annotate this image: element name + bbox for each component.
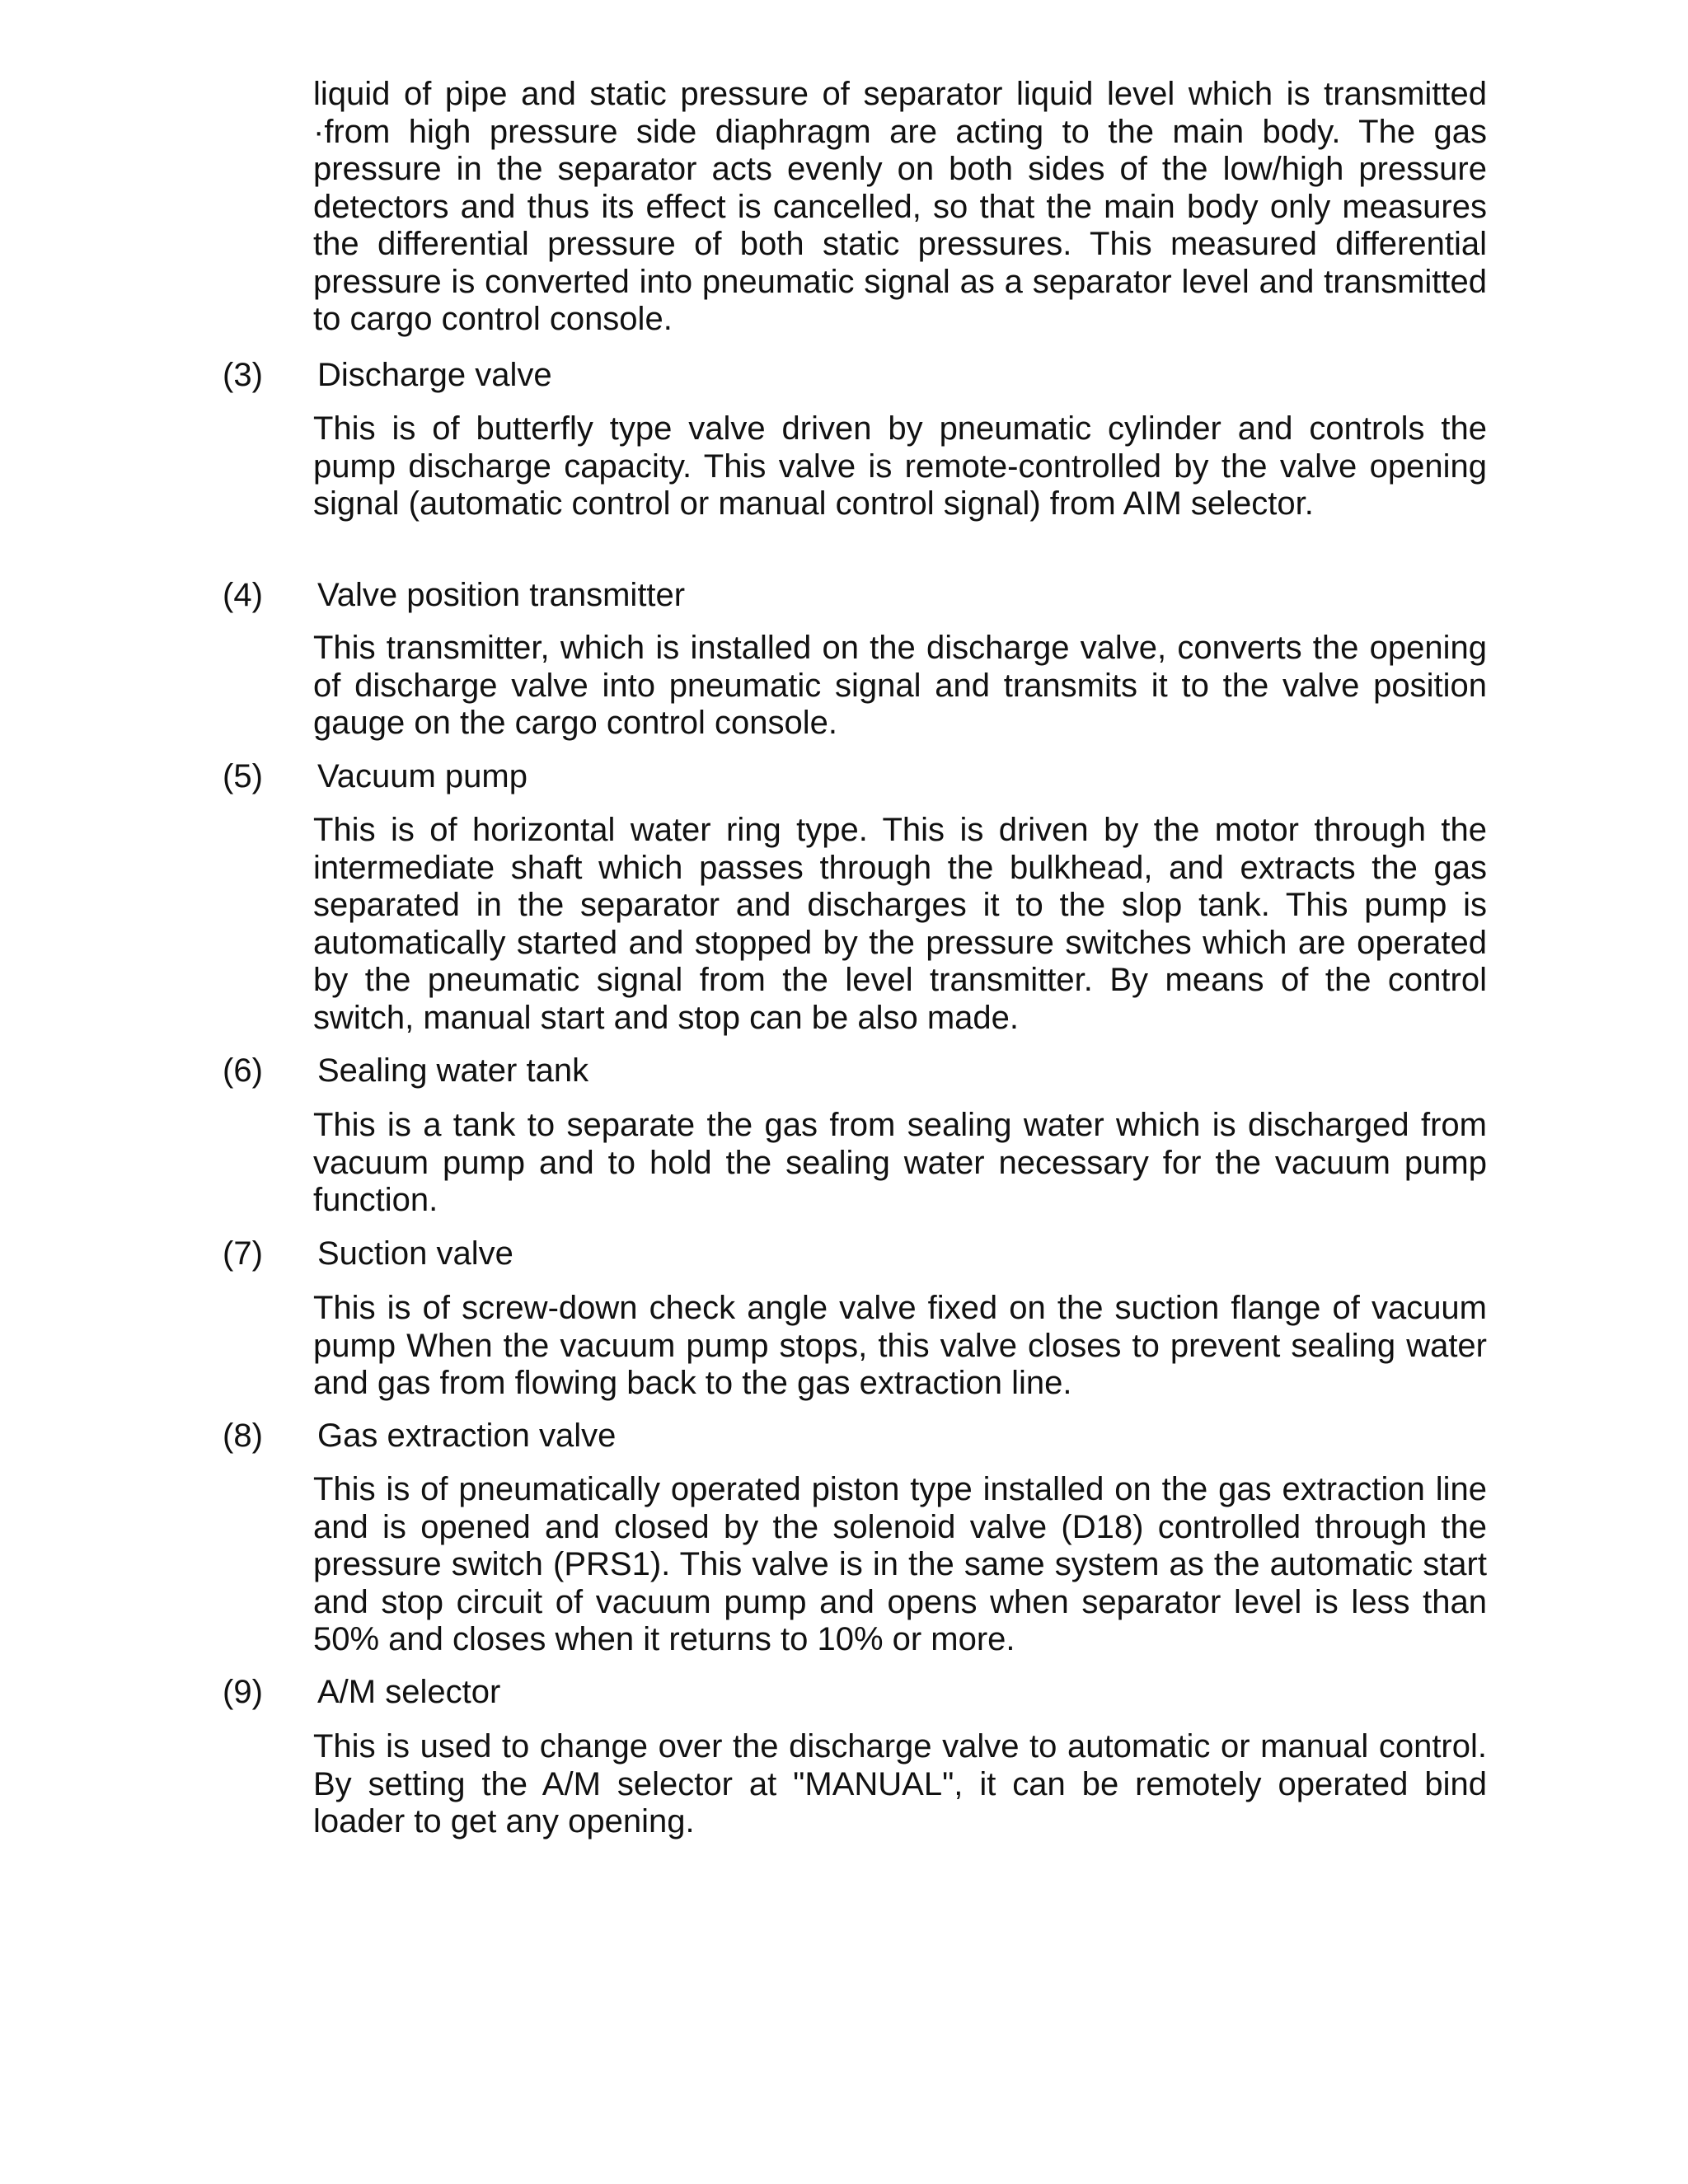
section-body-valve-position-transmitter: This transmitter, which is installed on the discharge valve, converts the opening of discharge valve into pneumatic signal and transmits it to the valve position gauge on the cargo control console.: [313, 630, 1487, 741]
section-heading-valve-position-transmitter: [223, 575, 685, 615]
section-number: (7): [223, 1235, 263, 1272]
section-body-vacuum-pump: This is of horizontal water ring type. This is driven by the motor through the intermediate shaft which passes through the bulkhead, and extracts the gas separated in the separator and discharges it to the slop tank. This pump is automatically started and stopped by the pressure switches which are operated by the pneumatic signal from the level transmitter. By means of the control switch, manual start and stop can be also made.: [313, 812, 1487, 1036]
section-title: Vacuum pump: [317, 758, 528, 794]
section-heading-am-selector: [223, 1672, 500, 1712]
section-title: Suction valve: [317, 1235, 513, 1272]
section-number: (4): [223, 577, 263, 613]
section-heading-vacuum-pump: [223, 757, 528, 796]
section-number: (5): [223, 758, 263, 794]
section-body-discharge-valve: This is of butterfly type valve driven by pneumatic cylinder and controls the pump discharge capacity. This valve is remote-controlled by the valve opening signal (automatic control or manual control signal) from AIM selector.: [313, 410, 1487, 522]
section-number: (8): [223, 1418, 263, 1454]
section-number: (6): [223, 1052, 263, 1089]
section-body-gas-extraction-valve: This is of pneumatically operated piston type installed on the gas extraction line and is opened and closed by the solenoid valve (D18) controlled through the pressure switch (PRS1). This valve is in the same system as the automatic start and stop circuit of vacuum pump and opens when separator level is less than 50% and closes when it returns to 10% or more.: [313, 1471, 1487, 1657]
section-title: Discharge valve: [317, 357, 552, 393]
intro-paragraph: liquid of pipe and static pressure of separator liquid level which is transmitted ·from high pressure side diaphragm are acting to the main body. The gas pressure in the separator acts evenly on both sides of the low/high pressure detectors and thus its effect is cancelled, so that the main body only measures the differential pressure of both static pressures. This measured differential pressure is converted into pneumatic signal as a separator level and transmitted to cargo control console.: [313, 76, 1487, 337]
section-number: (3): [223, 357, 263, 393]
section-heading-sealing-water-tank: [223, 1051, 588, 1090]
section-heading-discharge-valve: [223, 355, 552, 395]
section-body-am-selector: This is used to change over the discharge valve to automatic or manual control. By setting the A/M selector at "MANUAL", it can be remotely operated bind loader to get any opening.: [313, 1728, 1487, 1840]
section-heading-gas-extraction-valve: [223, 1416, 616, 1455]
section-body-suction-valve: This is of screw-down check angle valve fixed on the suction flange of vacuum pump When the vacuum pump stops, this valve closes to prevent sealing water and gas from flowing back to the gas extraction line.: [313, 1290, 1487, 1401]
section-title: A/M selector: [317, 1674, 501, 1710]
section-title: Gas extraction valve: [317, 1418, 617, 1454]
section-title: Sealing water tank: [317, 1052, 589, 1089]
section-title: Valve position transmitter: [317, 577, 686, 613]
section-body-sealing-water-tank: This is a tank to separate the gas from sealing water which is discharged from vacuum pump and to hold the sealing water necessary for the vacuum pump function.: [313, 1107, 1487, 1218]
section-heading-suction-valve: [223, 1234, 513, 1273]
section-number: (9): [223, 1674, 263, 1710]
